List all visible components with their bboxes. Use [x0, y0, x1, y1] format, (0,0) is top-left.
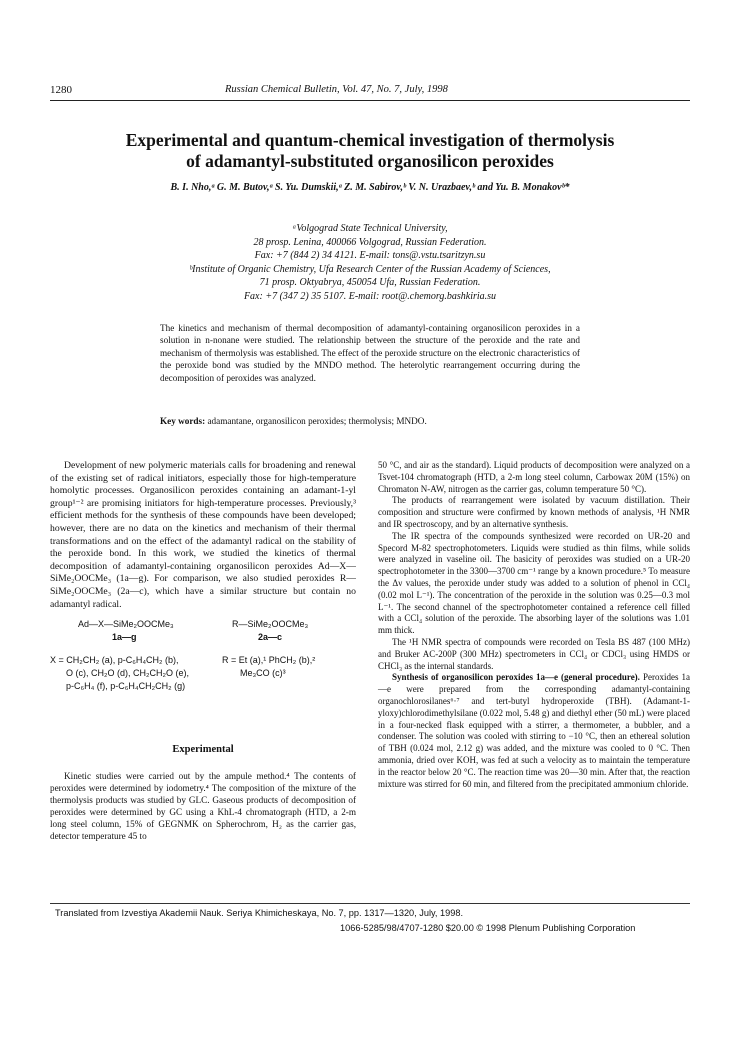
affiliation-line: 28 prosp. Lenina, 400066 Volgograd, Russian Federation.	[253, 236, 487, 248]
abstract: The kinetics and mechanism of thermal decomposition of adamantyl-containing organosilicon peroxides in a solution in n-nonane were studied. The relationship between the structure of the peroxide and the rate and mechanism of thermolysis was established. The effect of the peroxide structure on the electronic characteristics of the peroxide bond was studied by the MNDO method. The heterolytic rearrangement occurring during the decomposition of peroxides was analyzed.	[160, 323, 580, 383]
scheme-x-substituents-3: p-C₆H₄ (f), p-C₆H₄CH₂CH₂ (g)	[66, 681, 186, 691]
scheme-x-substituents-2: O (c), CH₂O (d), CH₂CH₂O (e),	[66, 668, 189, 678]
affiliation-line: 71 prosp. Oktyabrya, 450054 Ufa, Russian Federation.	[259, 277, 481, 289]
affiliation-line: Fax: +7 (844 2) 34 4121. E-mail: tons@.vstu.tsaritzyn.su	[254, 250, 486, 262]
page-number: 1280	[50, 84, 72, 96]
intro-paragraph: Development of new polymeric materials calls for broadening and renewal of the existing set of radical initiators, especially those for high-temperature homolytic processes. Organosilicon peroxides containing an adamant-1-yl group¹⁻² are promising initiators for high-temperature processes. Previously,³ efficient methods for the synthesis of these compounds have been developed; however, there are no data on the kinetics and mechanism of their thermal transformations and on the effect of the adamantyl radical on the stability of the peroxide bond. In this work, we studied the kinetics of thermal decomposition of adamantyl-containing organosilicon peroxides Ad—X—SiMe₂OOCMe₃ (1a—g). For comparison, we also studied peroxides R—SiMe₂OOCMe₃ (2a—c), which have a similar structure but contain no adamantyl radical.	[50, 460, 356, 610]
title-line-2: of adamantyl-substituted organosilicon peroxides	[186, 151, 554, 171]
author-list: B. I. Nho,ᵃ G. M. Butov,ᵃ S. Yu. Dumskii,ᵃ Z. M. Sabirov,ᵇ V. N. Urazbaev,ᵇ and Yu. B. Monakovᵇ*	[170, 182, 570, 193]
scheme-label-2: 2a—c	[258, 632, 283, 642]
keywords-text: adamantane, organosilicon peroxides; thermolysis; MNDO.	[207, 416, 427, 426]
left-column-experimental	[50, 770, 356, 842]
scheme-label-1: 1a—g	[112, 632, 137, 642]
affiliation-line: ᵃVolgograd State Technical University,	[292, 223, 448, 234]
synthesis-text: Peroxides 1a—e were prepared from the corresponding adamantyl-containing organochlorosilanes⁶·⁷ and tert-butyl hydroperoxide (TBH). (Adamant-1-yloxy)chlorodimethylsilane (0.022 mol, 5.48 g) and diethyl ether (50 mL) were placed in a four-necked flask equipped with a stirrer, a thermometer, a bubbler, and a condenser. The solution was cooled with stirring to −10 °C, then an ethereal solution of TBH (0.024 mol, 2.12 g) was added, and the mixture was cooled to 0 °C. Then ammonia, dried over KOH, was fed at such a velocity as to maintain the temperature in the reactor below 20 °C. The reaction time was 20—30 min. After that, the reaction mixture was stirred for 60 min, and filtered from the precipitated ammonium chloride.	[378, 672, 690, 789]
keywords-label: Key words:	[160, 416, 206, 426]
keywords	[160, 416, 580, 426]
affiliations	[60, 222, 680, 304]
running-header-journal: Russian Chemical Bulletin, Vol. 47, No. 7, July, 1998	[225, 84, 448, 95]
footer-rule	[50, 903, 690, 904]
copyright-line: 1066-5285/98/4707-1280 $20.00 © 1998 Plenum Publishing Corporation	[340, 923, 636, 933]
right-paragraph-2: The products of rearrangement were isolated by vacuum distillation. Their composition and structure were confirmed by known methods of analysis, ¹H NMR and IR spectroscopy, and by an alternative synthesis.	[378, 495, 690, 529]
right-paragraph-3: The IR spectra of the compounds synthesized were recorded on UR-20 and Specord M-82 spectrophotometers. Liquids were studied as thin films, while solids were analyzed in vaseline oil. The basicity of peroxides was studied on a UR-20 spectrophotometer in the 3300—3700 cm⁻¹ range by a known procedure.⁵ To measure the Δν values, the peroxide under study was added to a solution of phenol in CCl₄ (0.02 mol L⁻¹). The concentration of the peroxide in the solution was 0.25—0.3 mol L⁻¹. The second channel of the spectrophotometer contained a reference cell filled with a CCl₄ solution of the peroxide. The absorbing layer of the solutions was 1.01 mm thick.	[378, 530, 690, 636]
header-rule	[50, 100, 690, 101]
article-title	[60, 130, 680, 172]
left-column-intro	[50, 460, 356, 611]
right-paragraph-5	[378, 672, 690, 790]
affiliation-line: Fax: +7 (347 2) 35 5107. E-mail: root@.chemorg.bashkiria.su	[243, 290, 497, 302]
synthesis-heading: Synthesis of organosilicon peroxides 1a—e (general procedure).	[392, 672, 640, 683]
right-column	[378, 460, 690, 790]
experimental-paragraph: Kinetic studies were carried out by the ampule method.⁴ The contents of peroxides were determined by iodometry.⁴ The composition of the mixture of the thermolysis products was studied by GLC. Gaseous products of decomposition of peroxides were determined by GC using a KhL-4 chromatograph (HTD, a 2-m long steel column, 15% of GEGNMK on Spherochrom, H₂ as the carrier gas, detector temperature 45 to	[50, 771, 356, 841]
right-paragraph-4: The ¹H NMR spectra of compounds were recorded on Tesla BS 487 (100 MHz) and Bruker AC-200P (300 MHz) spectrometers in CCl₄ or CDCl₃ using HMDS or CHCl₃ as the internal standards.	[378, 636, 690, 671]
scheme-formula-1: Ad—X—SiMe₂OOCMe₃	[78, 619, 174, 629]
title-line-1: Experimental and quantum-chemical investigation of thermolysis	[125, 130, 615, 150]
right-paragraph-1: 50 °C, and air as the standard). Liquid products of decomposition were analyzed on a Tsvet-104 chromatograph (HTD, a 2-m long steel column, Carbowax 20M (15%) on Chromaton N-AW, nitrogen as the carrier gas, column temperature 50 °C).	[378, 460, 690, 494]
scheme-x-substituents-1: X = CH₂CH₂ (a), p-C₆H₄CH₂ (b),	[50, 655, 179, 665]
scheme-r-substituents-1: R = Et (a),¹ PhCH₂ (b),²	[222, 655, 316, 665]
translation-note: Translated from Izvestiya Akademii Nauk. Seriya Khimicheskaya, No. 7, pp. 1317—1320, July, 1998.	[55, 908, 464, 918]
affiliation-line: ᵇInstitute of Organic Chemistry, Ufa Research Center of the Russian Academy of Sciences,	[189, 263, 551, 275]
scheme-formula-2: R—SiMe₂OOCMe₃	[232, 619, 309, 629]
scheme-r-substituents-2: Me₃CO (c)³	[240, 668, 286, 678]
section-heading-experimental: Experimental	[172, 744, 234, 755]
